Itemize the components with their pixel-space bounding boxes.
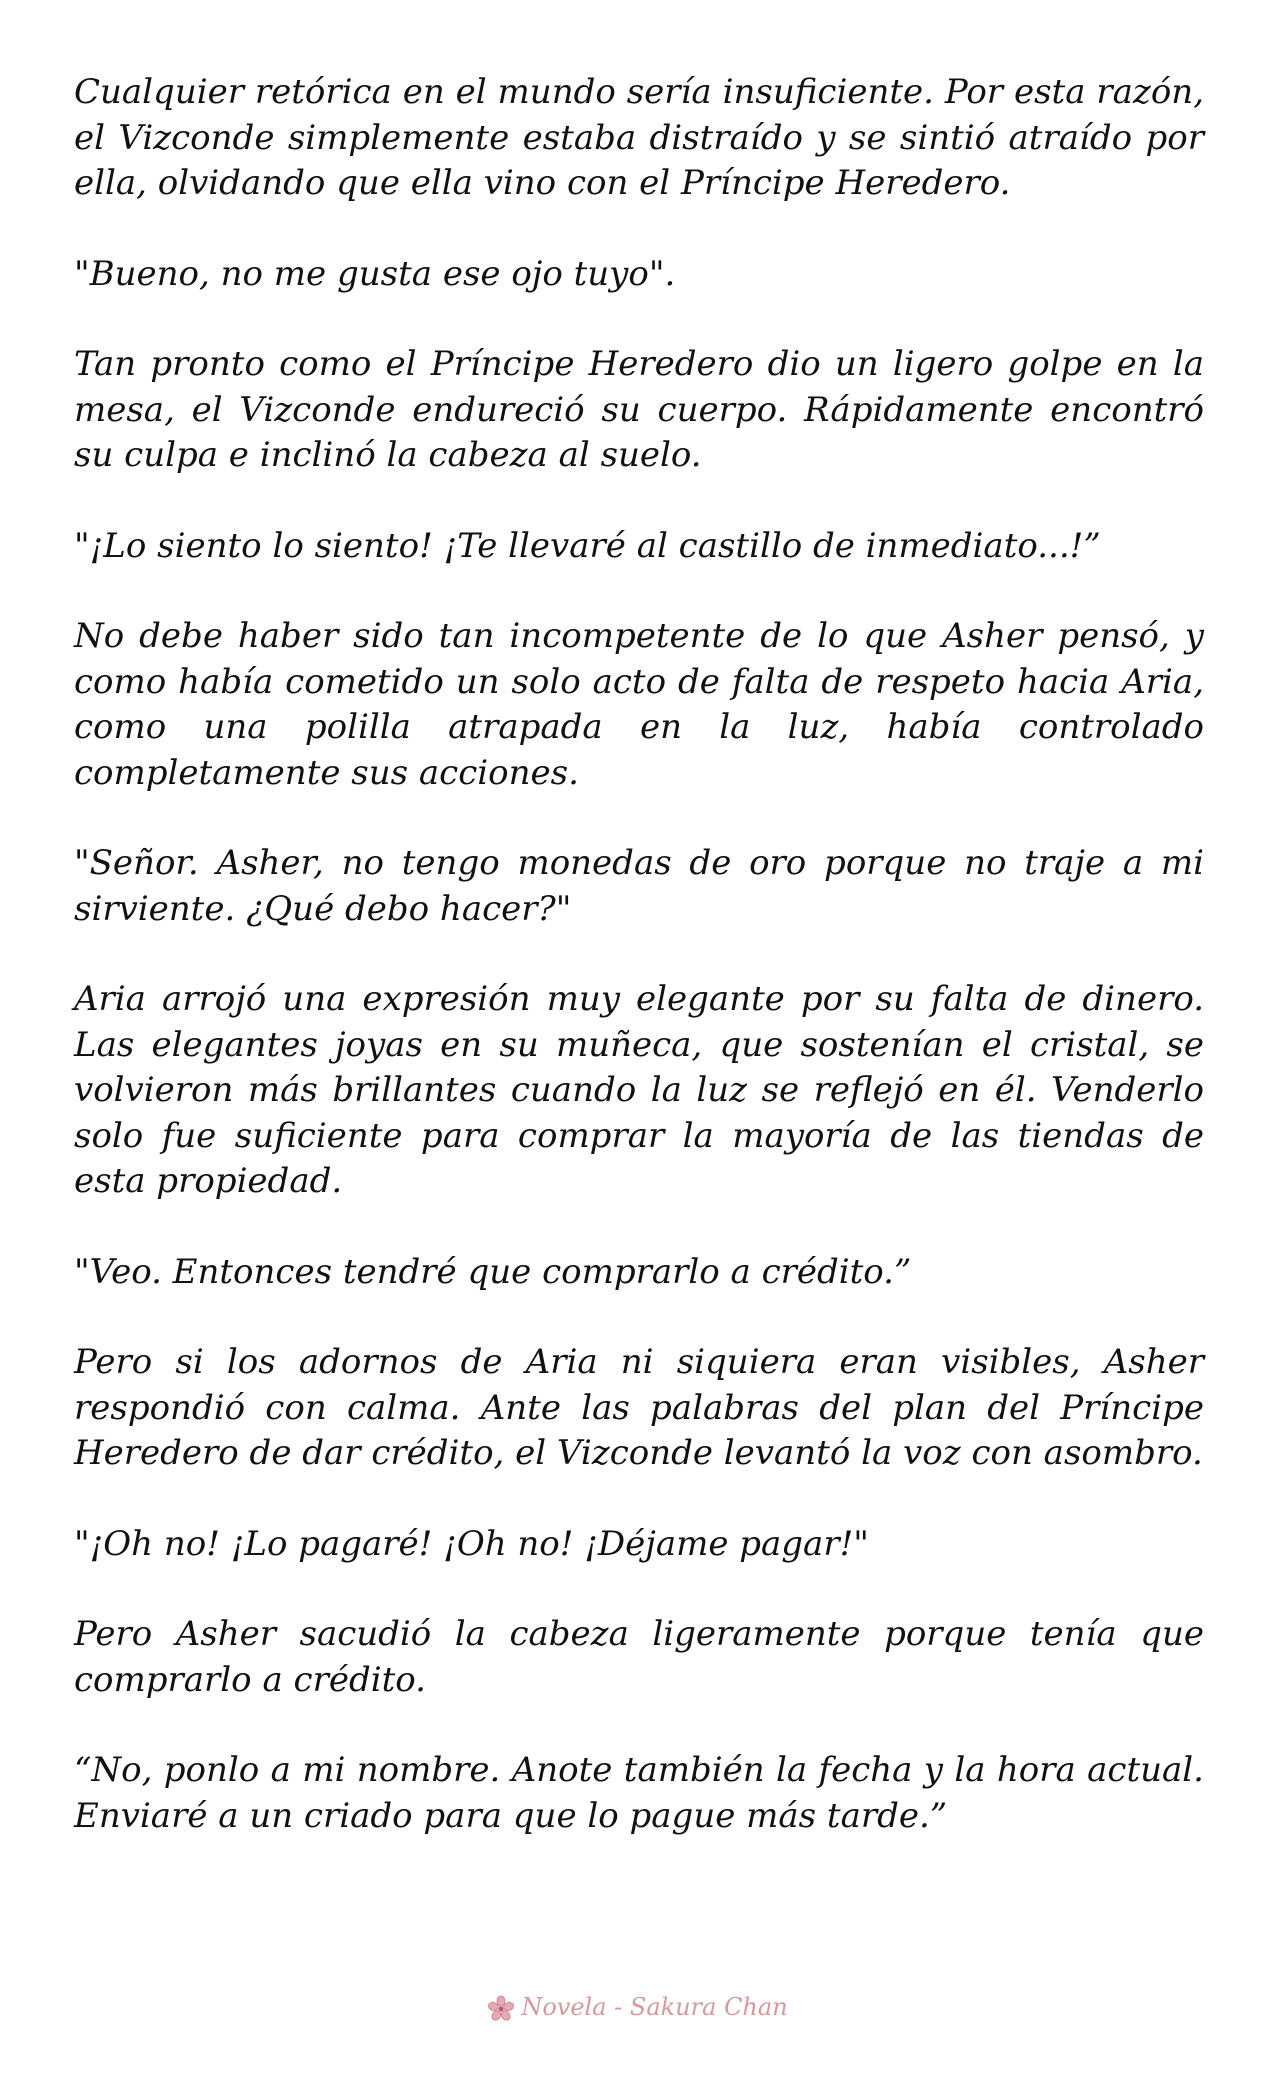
paragraph-3: Tan pronto como el Príncipe Heredero dio un ligero golpe en la mesa, el Vizconde endureció su cuerpo. Rápidamente encontró su culpa e inclinó la cabeza al suelo. [74,344,1204,475]
paragraph-2: "Bueno, no me gusta ese ojo tuyo". [74,253,676,294]
watermark [0,1993,1275,2023]
story-text [74,70,1204,1839]
paragraph-6: "Señor. Asher, no tengo monedas de oro porque no traje a mi sirviente. ¿Qué debo hacer?" [74,843,1204,929]
paragraph-8: "Veo. Entonces tendré que comprarlo a crédito.” [74,1251,912,1292]
paragraph-7: Aria arrojó una expresión muy elegante por su falta de dinero. Las elegantes joyas en su muñeca, que sostenían el cristal, se volvieron más brillantes cuando la luz se reflejó en él. Venderlo solo fue suficiente para comprar la mayoría de las tiendas de esta propiedad. [74,979,1204,1201]
sakura-flower-icon [487,1995,515,2023]
watermark-text: Novela - Sakura Chan [521,1993,788,2021]
paragraph-11: Pero Asher sacudió la cabeza ligeramente porque tenía que comprarlo a crédito. [74,1614,1204,1700]
paragraph-4: "¡Lo siento lo siento! ¡Te llevaré al castillo de inmediato...!” [74,525,1101,566]
paragraph-1: Cualquier retórica en el mundo sería insuficiente. Por esta razón, el Vizconde simplemente estaba distraído y se sintió atraído por ella, olvidando que ella vino con el Príncipe Heredero. [74,72,1204,203]
paragraph-5: No debe haber sido tan incompetente de lo que Asher pensó, y como había cometido un solo acto de falta de respeto hacia Aria, como una polilla atrapada en la luz, había controlado completamente sus acciones. [74,616,1204,793]
paragraph-9: Pero si los adornos de Aria ni siquiera eran visibles, Asher respondió con calma. Ante las palabras del plan del Príncipe Heredero de dar crédito, el Vizconde levantó la voz con asombro. [74,1342,1204,1473]
paragraph-10: "¡Oh no! ¡Lo pagaré! ¡Oh no! ¡Déjame pagar!" [74,1523,869,1564]
paragraph-12: “No, ponlo a mi nombre. Anote también la fecha y la hora actual. Enviaré a un criado para que lo pague más tarde.” [74,1750,1204,1836]
